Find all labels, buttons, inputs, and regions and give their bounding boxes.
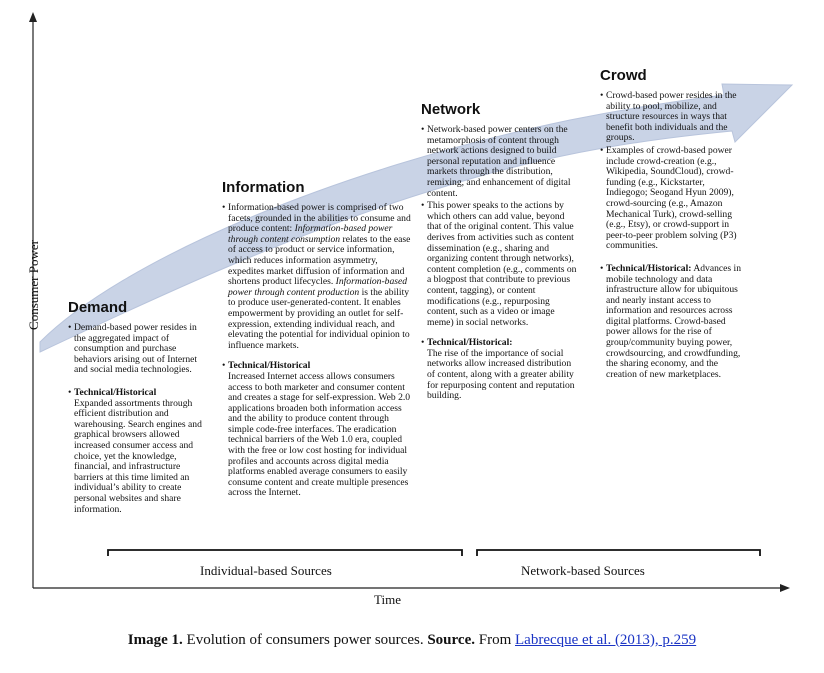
stage-title: Demand <box>68 299 128 316</box>
bullet-icon: • <box>68 322 72 333</box>
stage-network <box>421 102 579 404</box>
caption-from: From <box>474 632 515 648</box>
network-sources-label: Network-based Sources <box>521 563 645 578</box>
technical-historical-text: Increased Internet access allows consumers access to both marketer and consumer content and creates a stage for self-expression. Web 2.0 applications broaden both information access and the ability to produce content through simple code-free interfaces. The eradication technical barriers of the Web 1.0 era, coupled with the free or low cost hosting for individual profiles and accounts across digital media platforms enabled average consumers to easily consume content and create multiple presences across the Internet. <box>228 370 411 499</box>
stage-title: Information <box>222 179 305 196</box>
individual-sources-bracket <box>108 550 462 556</box>
description-text-a: Information-based power is comprised of two facets, grounded in the abilities to consume and produce content: <box>228 202 411 235</box>
technical-historical-text: The rise of the importance of social networks allow increased distribution of content, along with a greater ability for repurposing content and reputation building. <box>427 347 575 402</box>
stage-title: Crowd <box>600 67 647 84</box>
bullet-icon: • <box>600 262 604 274</box>
stage-demand <box>68 300 208 517</box>
x-axis-arrowhead <box>780 584 790 592</box>
stage-description <box>68 323 208 376</box>
bullet-icon: • <box>222 360 226 372</box>
description-emphasis-production: Information-based power through content production <box>228 276 408 298</box>
bullet-icon: • <box>600 144 604 156</box>
technical-historical <box>600 264 746 381</box>
technical-historical-label: Technical/Historical <box>74 386 157 398</box>
technical-historical-text: Expanded assortments through efficient distribution and warehousing. Search engines and graphical browsers allowed increased consumer access and choice, yet the knowledge, financial, and infrastructure barriers at this time limited an individual’s ability to create personal websites and share information. <box>74 397 202 515</box>
y-axis-arrowhead <box>29 12 37 22</box>
description-text-2: Examples of crowd-based power include crowd-creation (e.g., Wikipedia, SoundCloud), crowd-funding (e.g., Kickstarter, Indiegogo; Seogand Hyun 2009), crowd-sourcing (e.g., Amazon Mechanical Turk), crowd-selling (e.g., Etsy), or crowd-support in peer-to-peer problem solving (P3) communities. <box>606 144 737 252</box>
stage-description <box>600 91 746 144</box>
technical-historical-text: Advances in mobile technology and data infrastructure allow for ubiquitous and nearly instant access to information and resources across digital platforms. Crowd-based power allows for the rise of group/community buying power, crowdsourcing, and crowdfunding, the sharing economy, and the creation of new marketplaces. <box>606 262 742 380</box>
description-emphasis-consumption: Information-based power through content consumption <box>228 223 393 245</box>
description-text-c: relates to the ease of access to product or service information, which reduces information asymmetry, expedites market diffusion of information and shortens product lifecycles. <box>228 233 411 288</box>
stage-description <box>222 203 412 351</box>
description-text-2: This power speaks to the actions by which others can add value, beyond that of the original content. This value derives from activities such as content dissemination (e.g., sharing and organizing content through networks), content completion (e.g., comments on a blogpost that contribute to previous content, tagging), or content modifications (e.g., repurposing content, such as a video or image meme) in social networks. <box>427 200 577 328</box>
bullet-icon: • <box>421 124 425 135</box>
stage-crowd <box>600 68 746 382</box>
technical-historical-label: Technical/Historical: <box>427 337 513 349</box>
description-text: Crowd-based power resides in the ability to pool, mobilize, and structure resources in ways that benefit both individuals and the groups. <box>606 90 737 144</box>
technical-historical-label: Technical/Historical: <box>606 262 692 274</box>
bullet-icon: • <box>421 337 425 349</box>
bullet-icon: • <box>421 200 425 212</box>
bullet-icon: • <box>222 202 226 213</box>
x-axis-label: Time <box>374 592 401 607</box>
stage-title: Network <box>421 101 481 118</box>
stage-description-2 <box>421 201 579 328</box>
caption-text: Evolution of consumers power sources. <box>182 632 428 648</box>
caption-label: Image 1. <box>127 632 183 648</box>
bullet-icon: • <box>68 386 72 398</box>
description-text: Network-based power centers on the metamorphosis of content through network actions designed to build personal reputation and influence markets through the distribution, remixing, and enhancement of digital content. <box>427 124 571 199</box>
caption-source-label: Source. <box>427 632 475 648</box>
technical-historical-label: Technical/Historical <box>228 360 311 372</box>
stage-information <box>222 180 412 501</box>
figure-caption <box>0 632 824 649</box>
stage-description-2 <box>600 146 746 252</box>
technical-historical <box>68 388 208 515</box>
y-axis-label: Consumer Power <box>26 240 41 330</box>
bullet-icon: • <box>600 90 604 101</box>
description-text: Demand-based power resides in the aggregated impact of consumption and purchase behaviors arising out of Internet and social media technologies. <box>74 322 198 376</box>
citation-link[interactable]: Labrecque et al. (2013), p.259 <box>515 632 697 648</box>
technical-historical <box>222 361 412 499</box>
description-text-e: is the ability to produce user-generated-content. It enables empowerment by providing an outlet for self-expression, extending individual reach, and elevating the potential for individual opinion to influence markets. <box>228 286 410 351</box>
technical-historical <box>421 338 579 402</box>
network-sources-bracket <box>477 550 760 556</box>
individual-sources-label: Individual-based Sources <box>200 563 332 578</box>
stage-description <box>421 125 579 199</box>
